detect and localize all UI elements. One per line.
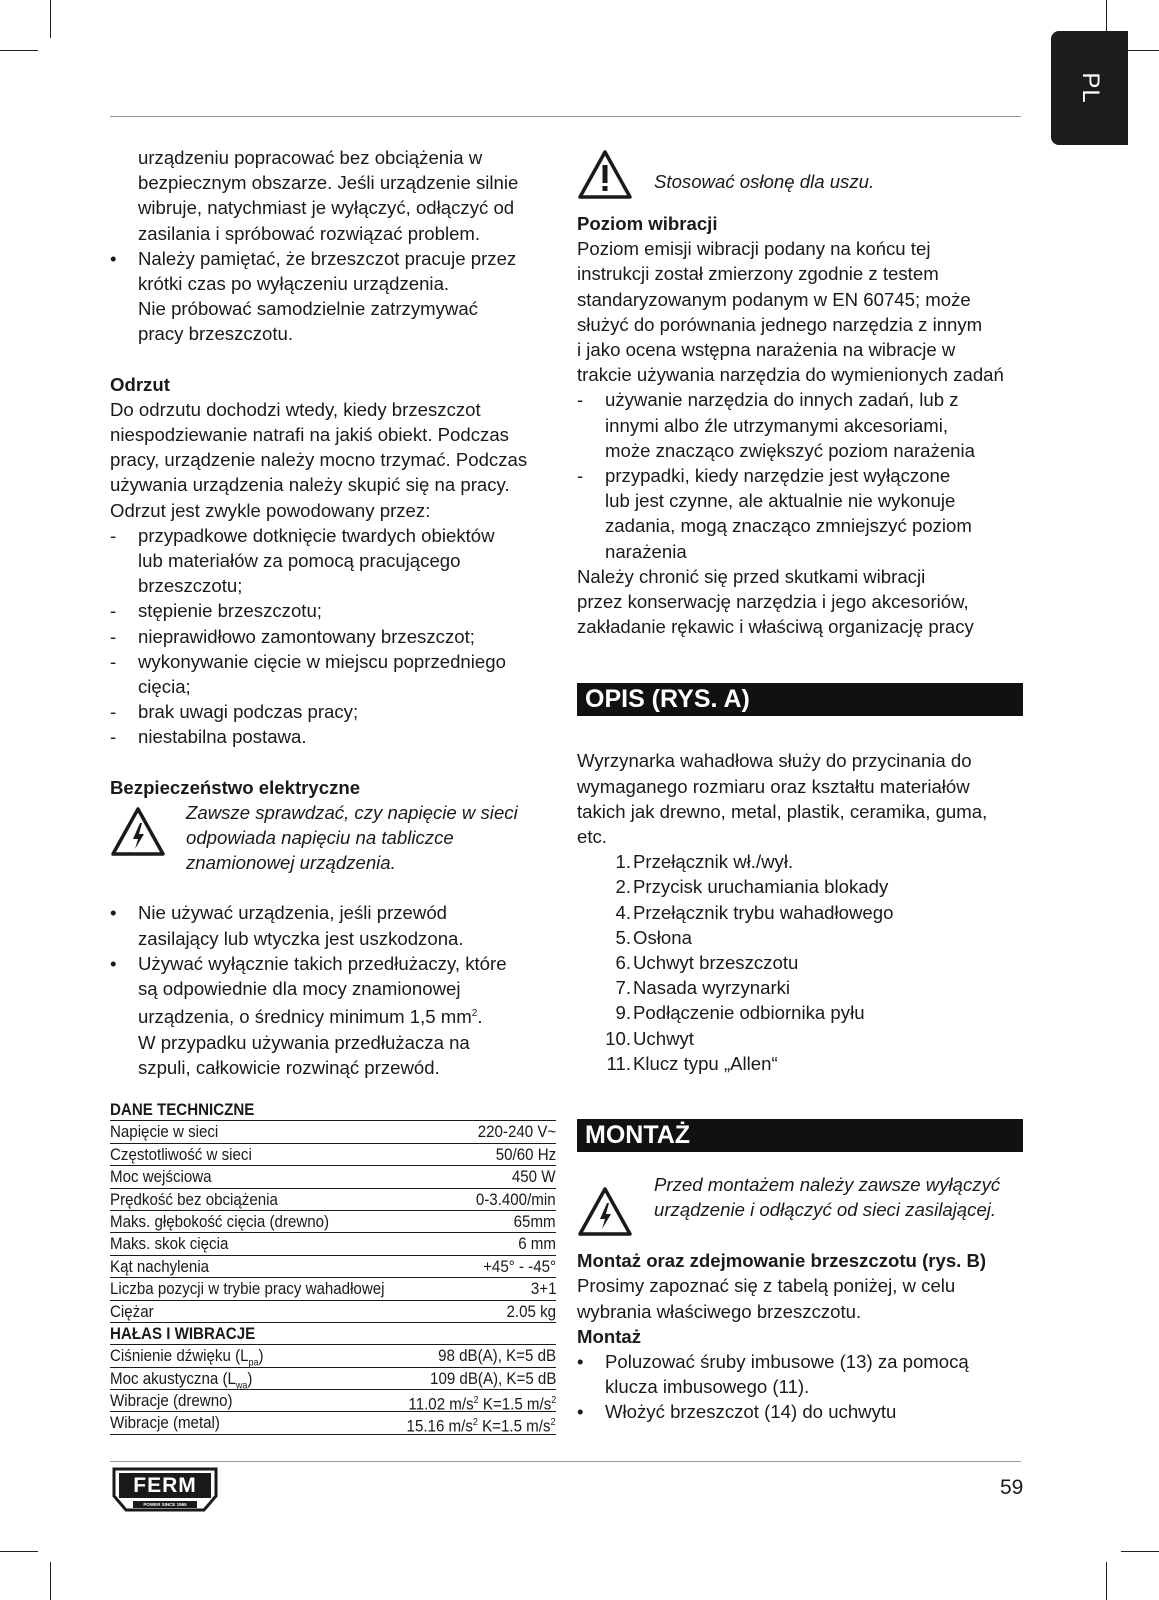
dash-item: - używanie narzędzia do innych zadań, lub z innymi albo źle utrzymanymi akcesoriami, może znacząco zwiększyć poziom narażenia bbox=[577, 387, 1023, 463]
text-line: wybrania właściwego brzeszczotu. bbox=[577, 1300, 862, 1322]
text-line: wymaganego rozmiaru oraz kształtu materiałów bbox=[577, 775, 970, 797]
section-heading: Odrzut bbox=[110, 373, 170, 395]
dash-item: - przypadki, kiedy narzędzie jest wyłączone lub jest czynne, ale aktualnie nie wykonuje zadania, mogą znacząco zmniejszyć poziom narażenia bbox=[577, 463, 1023, 564]
electric-hazard-icon bbox=[110, 806, 166, 858]
list-item: 2. Przycisk uruchamiania blokady bbox=[615, 876, 889, 898]
table-row: Prędkość bez obciążenia 0-3.400/min bbox=[110, 1189, 556, 1211]
text-line: bezpiecznym obszarze. Jeśli urządzenie silnie bbox=[138, 172, 519, 194]
text-line: przez konserwację narzędzia i jego akcesoriów, bbox=[577, 591, 969, 613]
ferm-logo bbox=[111, 1466, 219, 1519]
text-line: zasilający lub wtyczka jest uszkodzona. bbox=[138, 927, 464, 949]
text-line: zadania, mogą znacząco zmniejszyć poziom bbox=[605, 515, 972, 537]
text-line: brak uwagi podczas pracy; bbox=[138, 701, 359, 723]
table-row: Moc akustyczna $(L_{wa})$ 109 dB(A), K=5 dB bbox=[110, 1368, 556, 1392]
text-line: instrukcji został zmierzony zgodnie z testem bbox=[577, 263, 939, 285]
text-line: lub materiałów za pomocą pracującego bbox=[138, 550, 461, 572]
dash-item: - stępienie brzeszczotu; bbox=[110, 598, 560, 623]
list-item: 9. Podłączenie odbiornika pyłu bbox=[615, 1002, 865, 1024]
text-line: Odrzut jest zwykle powodowany przez: bbox=[110, 499, 431, 521]
power-off-warning bbox=[577, 1172, 1023, 1248]
table-row: Liczba pozycji w trybie pracy wahadłowej 3+1 bbox=[110, 1278, 556, 1300]
top-rule bbox=[110, 116, 1021, 117]
text-line: takich jak drewno, metal, plastik, ceramika, guma, bbox=[577, 800, 988, 822]
left-column bbox=[110, 145, 560, 1080]
table-row: Ciśnienie dźwięku $(L_{pa})$ 98 dB(A), K=5 dB bbox=[110, 1346, 556, 1369]
table-row: Kąt nachylenia +45° - -45° bbox=[110, 1256, 556, 1278]
table-row: Maks. skok cięcia 6 mm bbox=[110, 1233, 556, 1255]
text-line: etc. bbox=[577, 826, 607, 848]
text-line: urządzeniu popracować bez obciążenia w bbox=[138, 147, 483, 168]
text-line: trakcie używania narzędzia do wymienionych zadań bbox=[577, 364, 1004, 386]
list-item: 10. Uchwyt bbox=[605, 1027, 694, 1049]
logo-tagline: POWER SINCE 1965 bbox=[143, 1502, 187, 1507]
text-line: znamionowej urządzenia. bbox=[186, 852, 396, 874]
list-item: 1. Przełącznik wł./wył. bbox=[615, 851, 794, 873]
section-heading: Montaż oraz zdejmowanie brzeszczotu (rys. B) bbox=[577, 1250, 987, 1272]
text-line: krótki czas po wyłączeniu urządzenia. bbox=[138, 273, 450, 295]
right-column bbox=[577, 145, 1023, 1425]
list-item: 6. Uchwyt brzeszczotu bbox=[615, 952, 799, 974]
technical-data-table bbox=[110, 1099, 556, 1435]
intro-paragraph bbox=[110, 145, 560, 246]
table-row: Ciężar 2.05 kg bbox=[110, 1301, 556, 1323]
list-item: 11. Klucz typu „Allen“ bbox=[606, 1052, 778, 1074]
page-number: 59 bbox=[1000, 1476, 1024, 1499]
electric-hazard-icon bbox=[577, 1186, 633, 1238]
text-line: standaryzowanym podanym w EN 60745; może bbox=[577, 288, 971, 310]
table-row: Wibracje (metal) 15.16 $m/s^2$ K=1.5 $m/s^2$ bbox=[110, 1413, 556, 1437]
text-line: Nie próbować samodzielnie zatrzymywać bbox=[138, 298, 478, 320]
text-line: używania urządzenia należy skupić się na pracy. bbox=[110, 474, 510, 496]
text-line: klucza imbusowego (11). bbox=[605, 1376, 810, 1398]
crop-mark bbox=[1106, 1562, 1107, 1600]
text-line: innymi albo źle utrzymanymi akcesoriami, bbox=[605, 414, 949, 436]
text-line: narażenia bbox=[605, 540, 687, 562]
text-line: odpowiada napięciu na tabliczce bbox=[186, 827, 454, 849]
section-title-bar: MONTAŻ bbox=[577, 1119, 1023, 1152]
text-line: pracy, urządzenie należy mocno trzymać. Podczas bbox=[110, 449, 528, 471]
text-line: Należy pamiętać, że brzeszczot pracuje przez bbox=[138, 247, 517, 269]
text-line: lub jest czynne, ale aktualnie nie wykonuje bbox=[605, 490, 956, 512]
text-line: pracy brzeszczotu. bbox=[138, 323, 294, 345]
table-row: Częstotliwość w sieci 50/60 Hz bbox=[110, 1144, 556, 1166]
text-line: Stosować osłonę dla uszu. bbox=[654, 171, 875, 192]
text-line: Poziom emisji wibracji podany na końcu tej bbox=[577, 238, 931, 260]
text-line: niestabilna postawa. bbox=[138, 726, 307, 748]
dash-item: - przypadkowe dotknięcie twardych obiektów lub materiałów za pomocą pracującego brzeszczotu; bbox=[110, 523, 560, 599]
text-line: urządzenia, o średnicy minimum 1,5 $mm^2$. bbox=[138, 1006, 483, 1028]
text-line: używanie narzędzia do innych zadań, lub z bbox=[605, 389, 959, 411]
bullet-item: • Poluzować śruby imbusowe (13) za pomocą klucza imbusowego (11). bbox=[577, 1349, 1023, 1399]
table-header: HAŁAS I WIBRACJE bbox=[110, 1323, 556, 1345]
text-line: Wyrzynarka wahadłowa służy do przycinania do bbox=[577, 750, 972, 772]
text-line: zakładanie rękawic i właściwą organizację pracy bbox=[577, 616, 974, 638]
dash-item: - nieprawidłowo zamontowany brzeszczot; bbox=[110, 624, 560, 649]
ear-protection-warning bbox=[577, 145, 1023, 211]
table-header: DANE TECHNICZNE bbox=[110, 1099, 556, 1121]
dash-item: - wykonywanie cięcie w miejscu poprzedniego cięcia; bbox=[110, 649, 560, 699]
table-row: Wibracje (drewno) 11.02 $m/s^2$ K=1.5 $m/s^2$ bbox=[110, 1391, 556, 1414]
section-heading: Montaż bbox=[577, 1325, 642, 1347]
language-tab bbox=[1051, 31, 1128, 145]
text-line: Należy chronić się przed skutkami wibracji bbox=[577, 565, 926, 587]
text-line: nieprawidłowo zamontowany brzeszczot; bbox=[138, 625, 475, 647]
language-tab-label: PL bbox=[1076, 72, 1104, 104]
bullet-item: • Włożyć brzeszczot (14) do uchwytu bbox=[577, 1399, 1023, 1424]
crop-mark bbox=[0, 1551, 38, 1552]
section-heading: Poziom wibracji bbox=[577, 213, 718, 234]
crop-mark bbox=[1121, 1551, 1159, 1552]
text-line: Do odrzutu dochodzi wtedy, kiedy brzeszczot bbox=[110, 398, 481, 420]
electric-warning bbox=[110, 800, 560, 876]
bullet-item bbox=[110, 246, 560, 347]
text-line: Poluzować śruby imbusowe (13) za pomocą bbox=[605, 1350, 969, 1372]
text-line: wykonywanie cięcie w miejscu poprzedniego bbox=[138, 650, 506, 672]
section-heading: Bezpieczeństwo elektryczne bbox=[110, 776, 361, 798]
text-line: Zawsze sprawdzać, czy napięcie w sieci bbox=[186, 801, 518, 823]
text-line: Włożyć brzeszczot (14) do uchwytu bbox=[605, 1401, 897, 1423]
text-line: Prosimy zapoznać się z tabelą poniżej, w celu bbox=[577, 1275, 956, 1297]
text-line: Przed montażem należy zawsze wyłączyć bbox=[654, 1174, 1001, 1196]
dash-item: - niestabilna postawa. bbox=[110, 724, 560, 749]
text-line: i jako ocena wstępna narażenia na wibracje w bbox=[577, 339, 956, 361]
text-line: może znacząco zwiększyć poziom narażenia bbox=[605, 439, 975, 461]
crop-mark bbox=[0, 50, 38, 51]
bullet-marker: • bbox=[110, 247, 117, 269]
list-item: 7. Nasada wyrzynarki bbox=[615, 977, 791, 999]
logo-text: FERM bbox=[133, 1474, 197, 1497]
bullet-item: • Używać wyłącznie takich przedłużaczy, które są odpowiednie dla mocy znamionowej urządzenia, o średnicy minimum 1,5 $mm^2$. W przypadku używania przedłużacza na szpuli, całkowicie rozwinąć przewód. bbox=[110, 951, 560, 1080]
crop-mark bbox=[50, 0, 51, 38]
text-line: szpuli, całkowicie rozwinąć przewód. bbox=[138, 1056, 440, 1078]
bottom-rule bbox=[110, 1461, 1021, 1462]
text-line: Nie używać urządzenia, jeśli przewód bbox=[138, 902, 448, 924]
table-row: Maks. głębokość cięcia (drewno) 65mm bbox=[110, 1211, 556, 1233]
warning-exclamation-icon bbox=[577, 149, 633, 201]
text-line: Używać wyłącznie takich przedłużaczy, które bbox=[138, 952, 507, 974]
text-line: cięcia; bbox=[138, 676, 191, 698]
text-line: urządzenie i odłączyć od sieci zasilającej. bbox=[654, 1199, 997, 1221]
text-line: niespodziewanie natrafi na jakiś obiekt. Podczas bbox=[110, 424, 509, 446]
text-line: W przypadku używania przedłużacza na bbox=[138, 1031, 470, 1053]
table-row: Moc wejściowa 450 W bbox=[110, 1166, 556, 1188]
table-row: Napięcie w sieci 220-240 V~ bbox=[110, 1121, 556, 1143]
list-item: 4. Przełącznik trybu wahadłowego bbox=[615, 901, 894, 923]
text-line: wibruje, natychmiast je wyłączyć, odłączyć od bbox=[138, 197, 515, 219]
text-line: brzeszczotu; bbox=[138, 575, 243, 597]
bullet-item: • Nie używać urządzenia, jeśli przewód zasilający lub wtyczka jest uszkodzona. bbox=[110, 900, 560, 950]
list-item: 5. Osłona bbox=[615, 926, 692, 948]
text-line: są odpowiednie dla mocy znamionowej bbox=[138, 978, 461, 1000]
text-line: przypadkowe dotknięcie twardych obiektów bbox=[138, 524, 495, 546]
section-title-bar: OPIS (RYS. A) bbox=[577, 683, 1023, 716]
text-line: przypadki, kiedy narzędzie jest wyłączone bbox=[605, 465, 951, 487]
dash-item: - brak uwagi podczas pracy; bbox=[110, 699, 560, 724]
text-line: zasilania i spróbować rozwiązać problem. bbox=[138, 222, 481, 244]
crop-mark bbox=[50, 1562, 51, 1600]
text-line: służyć do porównania jednego narzędzia z innym bbox=[577, 313, 983, 335]
text-line: stępienie brzeszczotu; bbox=[138, 600, 322, 622]
